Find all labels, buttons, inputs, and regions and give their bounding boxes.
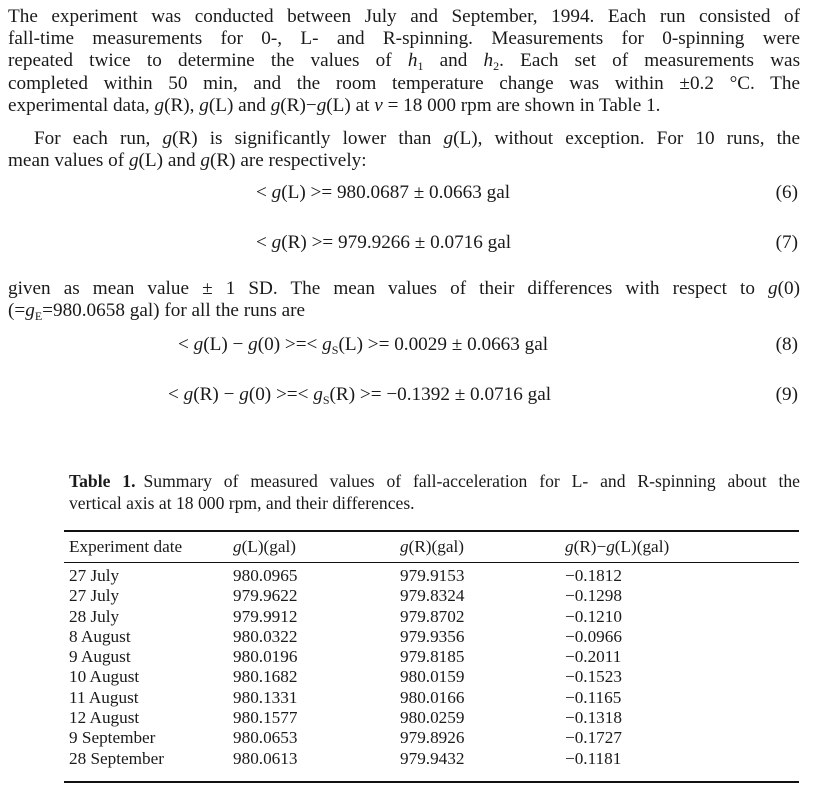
cell-gl: 980.1331: [233, 687, 298, 707]
cell-date: 9 September: [69, 728, 156, 748]
table-row: [0, 667, 824, 687]
equation-expression: < g(L) >= 980.0687 ± 0.0663 gal: [256, 182, 511, 203]
paragraph-line: The experiment was conducted between July and September, 1994. Each run consisted of: [8, 6, 800, 27]
cell-gr: 980.0159: [400, 667, 465, 687]
cell-gr: 979.9153: [400, 566, 465, 585]
cell-gr: 979.8702: [400, 606, 465, 626]
equation-9: [0, 382, 824, 408]
cell-gl: 980.0322: [233, 626, 298, 646]
table-row: [0, 749, 824, 769]
table-row: [0, 708, 824, 728]
table-bottom-rule: [64, 781, 799, 783]
cell-diff: −0.1165: [565, 687, 622, 707]
cell-gl: 979.9622: [233, 586, 298, 606]
table-row: [0, 586, 824, 606]
paragraph-experiment-description: [8, 6, 800, 117]
caption-line: Table 1. Summary of measured values of fall-acceleration for L- and R-spinning about the: [69, 471, 800, 491]
cell-gr: 979.8185: [400, 647, 465, 667]
cell-gl: 979.9912: [233, 606, 298, 626]
cell-diff: −0.1298: [565, 586, 622, 606]
cell-gl: 980.0613: [233, 748, 298, 768]
cell-date: 8 August: [69, 626, 131, 646]
equation-expression: < g(R) >= 979.9266 ± 0.0716 gal: [256, 232, 512, 253]
cell-date: 11 August: [69, 687, 139, 707]
equation-number: (6): [775, 182, 798, 203]
cell-diff: −0.0966: [565, 626, 622, 646]
caption-line: vertical axis at 18 000 rpm, and their differences.: [69, 493, 415, 513]
table-top-rule: [64, 530, 799, 532]
table-row: [0, 566, 824, 586]
cell-gl: 980.1682: [233, 667, 298, 687]
cell-gr: 979.8324: [400, 586, 465, 606]
equation-number: (7): [775, 232, 798, 253]
cell-gr: 980.0166: [400, 687, 465, 707]
cell-date: 28 July: [69, 606, 120, 626]
table-header-rule: [64, 562, 799, 563]
cell-diff: −0.1812: [565, 566, 622, 585]
cell-gr: 979.8926: [400, 728, 465, 748]
table-row: [0, 607, 824, 627]
equation-7: [0, 230, 824, 256]
paragraph-mean-values: [8, 128, 800, 172]
cell-date: 27 July: [69, 586, 120, 606]
cell-gr: 979.9356: [400, 626, 465, 646]
table-header-diff: g(R)−g(L)(gal): [565, 537, 670, 556]
paragraph-line: repeated twice to determine the values of $h_1$ and $h_2$. Each set of measurements was: [8, 50, 801, 74]
cell-date: 28 September: [69, 748, 164, 768]
cell-gl: 980.0965: [233, 566, 298, 585]
table-row: [0, 627, 824, 647]
table-label: Table 1.: [69, 471, 136, 491]
cell-gr: 980.0259: [400, 708, 465, 728]
cell-gr: 979.9432: [400, 748, 465, 768]
table-body: [0, 566, 824, 769]
table-header-gl: g(L)(gal): [233, 537, 296, 556]
cell-date: 27 July: [69, 566, 120, 585]
paragraph-line: given as mean value ± 1 SD. The mean values of their differences with respect to g(0): [8, 278, 800, 299]
table-row: [0, 688, 824, 708]
equation-6: [0, 180, 824, 206]
equation-8: [0, 332, 824, 358]
equation-expression: < g(L) − g(0) >=< $g_S(L) >= 0.0029 \pm 0.0663$ gal: [178, 334, 549, 357]
cell-date: 9 August: [69, 647, 131, 667]
cell-gl: 980.1577: [233, 708, 298, 728]
cell-diff: −0.1727: [565, 728, 622, 748]
paragraph-line: experimental data, g(R), g(L) and g(R)−g(L) at ν = 18 000 rpm are shown in Table 1.: [8, 94, 661, 116]
paragraph-line: For each run, g(R) is significantly lower than g(L), without exception. For 10 runs, the: [34, 128, 801, 149]
cell-diff: −0.1318: [565, 708, 622, 728]
paragraph-line: mean values of g(L) and g(R) are respectively:: [8, 150, 367, 172]
paragraph-line: completed within 50 min, and the room temperature change was within ±0.2 °C. The: [8, 72, 800, 94]
cell-gl: 980.0653: [233, 728, 298, 748]
table-header-gr: g(R)(gal): [400, 537, 464, 556]
cell-diff: −0.2011: [565, 647, 622, 667]
cell-diff: −0.1523: [565, 667, 622, 687]
table-caption: [69, 470, 800, 514]
paragraph-line: fall-time measurements for 0-, L- and R-spinning. Measurements for 0-spinning were: [8, 28, 800, 50]
cell-diff: −0.1181: [565, 748, 622, 768]
cell-diff: −0.1210: [565, 606, 622, 626]
table-header-date: Experiment date: [69, 537, 183, 556]
equation-expression: < g(R) − g(0) >=< $g_S(R) >= -0.1392 \pm 0.0716$ gal: [168, 384, 552, 407]
equation-number: (8): [775, 334, 798, 355]
paragraph-line: ($=g_E=980.0658$ gal) for all the runs are: [8, 300, 306, 324]
paragraph-differences: [8, 278, 800, 322]
cell-date: 12 August: [69, 708, 140, 728]
table-row: [0, 728, 824, 748]
cell-gl: 980.0196: [233, 647, 298, 667]
table-row: [0, 647, 824, 667]
cell-date: 10 August: [69, 667, 140, 687]
equation-number: (9): [775, 384, 798, 405]
